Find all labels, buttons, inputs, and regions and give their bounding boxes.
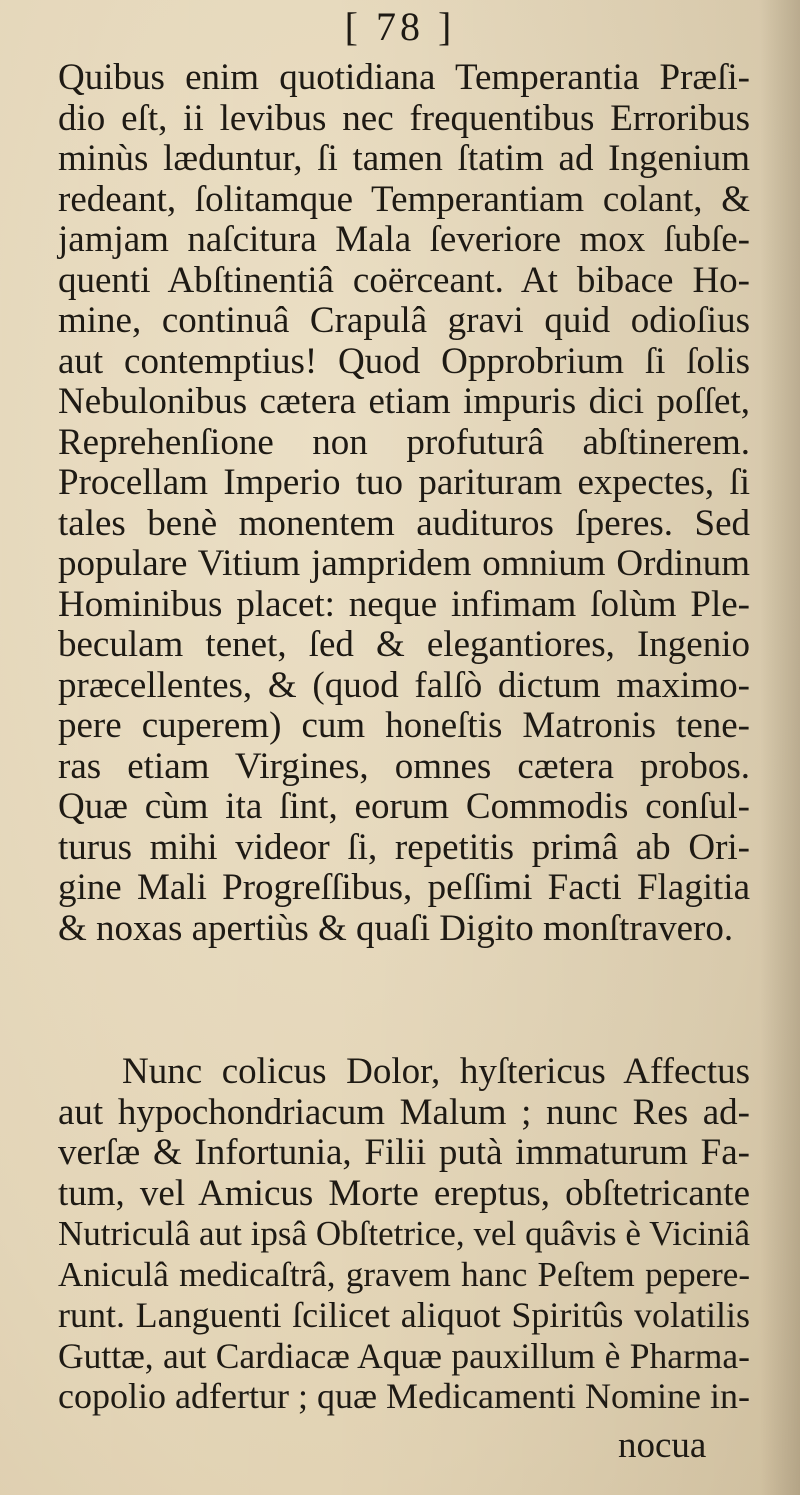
text-line: Nutriculâ aut ipsâ Obſtetrice, vel quâvis è Viciniâ — [58, 1214, 750, 1253]
page-gutter-shadow — [760, 0, 800, 1495]
text-line: jamjam naſcitura Mala ſeveriore mox ſubſe- — [58, 219, 750, 260]
text-line: turus mihi videor ſi, repetitis primâ ab Ori- — [58, 826, 750, 868]
text-line: aut contemptius! Quod Opprobrium ſi ſolis — [58, 340, 750, 382]
text-line: Reprehenſione non profuturâ abſtinerem. — [58, 421, 750, 463]
text-line: Hominibus placet: neque infimam ſolùm Ple- — [58, 583, 750, 625]
page-number: [ 78 ] — [344, 4, 456, 49]
text-line: Procellam Imperio tuo parituram expectes, ſi — [58, 462, 750, 503]
paragraph-1 — [58, 58, 750, 949]
text-line: ras etiam Virgines, omnes cætera probos. — [58, 745, 750, 787]
catchword: nocua — [618, 1425, 707, 1466]
text-line: redeant, ſolitamque Temperantiam colant, & — [58, 178, 750, 220]
text-line: tales benè monentem audituros ſperes. Sed — [58, 502, 750, 544]
text-line: gine Mali Progreſſibus, peſſimi Facti Flagitia — [58, 867, 750, 908]
text-line: Guttæ, aut Cardiacæ Aquæ pauxillum è Pharma- — [58, 1335, 750, 1376]
paragraph-2 — [58, 1052, 750, 1417]
text-line: Aniculâ medicaſtrâ, gravem hanc Peſtem pepere- — [58, 1254, 750, 1294]
text-line: verſæ & Infortunia, Filii putà immaturum Fa- — [58, 1132, 750, 1173]
text-line: populare Vitium jampridem omnium Ordinum — [58, 543, 750, 584]
text-line: Quæ cùm ita ſint, eorum Commodis conſul- — [58, 786, 750, 827]
text-line: beculam tenet, ſed & elegantiores, Ingenio — [58, 624, 750, 665]
text-line: dio eſt, ii levibus nec frequentibus Erroribus — [58, 97, 750, 139]
text-line: Nebulonibus cætera etiam impuris dici poſſet, — [58, 381, 750, 422]
text-line: tum, vel Amicus Morte ereptus, obſtetricante — [58, 1172, 750, 1214]
text-line: pere cuperem) cum honeſtis Matronis tene- — [58, 705, 750, 746]
text-line: quenti Abſtinentiâ coërceant. At bibace Ho- — [58, 259, 750, 301]
text-line: minùs læduntur, ſi tamen ſtatim ad Ingenium — [58, 138, 750, 179]
text-line: runt. Languenti ſcilicet aliquot Spiritûs volatilis — [58, 1295, 750, 1335]
text-line: mine, continuâ Crapulâ gravi quid odioſius — [58, 300, 750, 341]
text-line: Quibus enim quotidiana Temperantia Præſi- — [58, 57, 750, 98]
text-line: copolio adfertur ; quæ Medicamenti Nomine in- — [58, 1376, 750, 1416]
text-line: & noxas apertiùs & quaſi Digito monſtravero. — [58, 907, 734, 949]
text-line: præcellentes, & (quod falſò dictum maximo- — [58, 664, 750, 706]
text-line: Nunc colicus Dolor, hyſtericus Affectus — [122, 1051, 750, 1092]
text-line: aut hypochondriacum Malum ; nunc Res ad- — [58, 1091, 750, 1133]
